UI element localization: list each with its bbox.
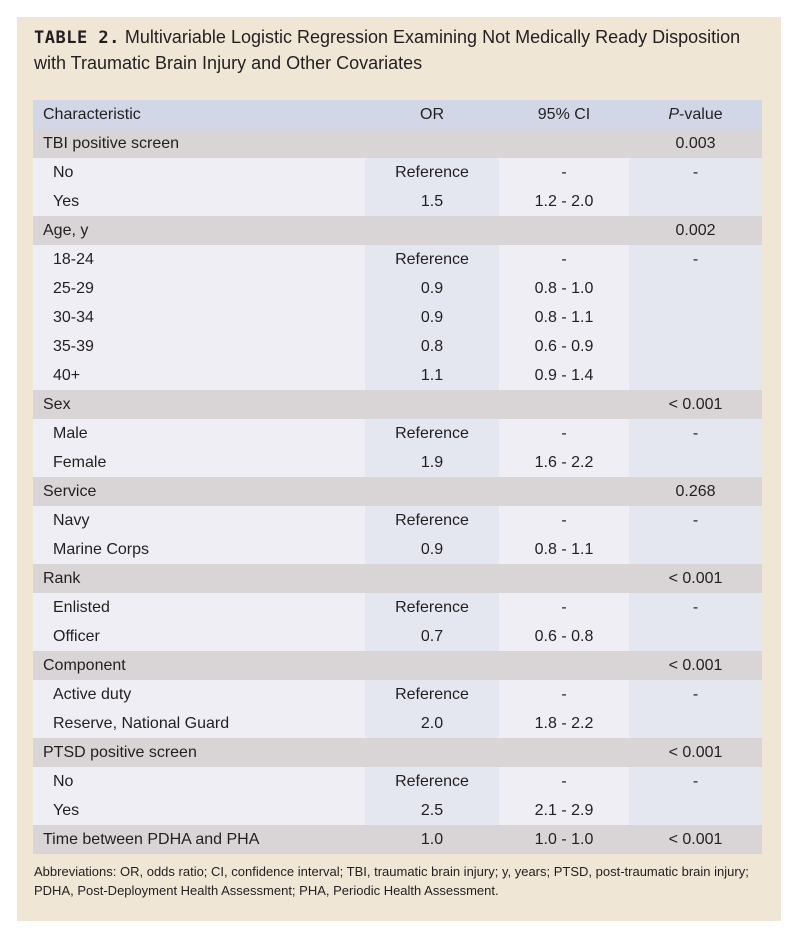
cell-p-value: 0.002 (629, 216, 762, 245)
table-title (34, 25, 774, 76)
cell-p-value: - (629, 419, 762, 448)
cell-or (365, 477, 499, 506)
cell-or: 0.9 (365, 535, 499, 564)
cell-p-value: - (629, 593, 762, 622)
subgroup-row (33, 506, 762, 535)
cell-ci: - (499, 593, 629, 622)
subgroup-row (33, 245, 762, 274)
regression-table (33, 100, 762, 854)
cell-p-value: < 0.001 (629, 564, 762, 593)
cell-or: Reference (365, 767, 499, 796)
cell-p-value: - (629, 680, 762, 709)
cell-ci (499, 390, 629, 419)
cell-or: 1.1 (365, 361, 499, 390)
cell-ci: 0.6 - 0.9 (499, 332, 629, 361)
cell-ci: - (499, 767, 629, 796)
cell-or: 0.9 (365, 274, 499, 303)
cell-ci: - (499, 158, 629, 187)
cell-or (365, 390, 499, 419)
cell-characteristic: Male (33, 419, 365, 448)
cell-characteristic: Enlisted (33, 593, 365, 622)
header-or: OR (365, 100, 499, 129)
cell-characteristic: Yes (33, 187, 365, 216)
cell-or: Reference (365, 593, 499, 622)
cell-or: Reference (365, 419, 499, 448)
subgroup-row (33, 622, 762, 651)
table-panel (17, 17, 781, 921)
subgroup-row (33, 448, 762, 477)
cell-or (365, 651, 499, 680)
cell-ci: - (499, 419, 629, 448)
subgroup-row (33, 303, 762, 332)
header-row (33, 100, 762, 129)
cell-p-value: < 0.001 (629, 651, 762, 680)
cell-or (365, 564, 499, 593)
group-row (33, 651, 762, 680)
cell-p-value: - (629, 506, 762, 535)
cell-or: 1.9 (365, 448, 499, 477)
table-footnote: Abbreviations: OR, odds ratio; CI, confidence interval; TBI, traumatic brain injury; y, years; PTSD, post-traumatic brain injury; PDHA, Post-Deployment Health Assessment; PHA, Periodic Health Assessment. (34, 864, 749, 898)
cell-ci: 0.8 - 1.1 (499, 535, 629, 564)
cell-ci: 0.8 - 1.1 (499, 303, 629, 332)
cell-ci: - (499, 680, 629, 709)
header-ci: 95% CI (499, 100, 629, 129)
cell-p-value (629, 622, 762, 651)
cell-ci: 1.8 - 2.2 (499, 709, 629, 738)
cell-ci: 1.2 - 2.0 (499, 187, 629, 216)
subgroup-row (33, 709, 762, 738)
subgroup-row (33, 535, 762, 564)
cell-ci: 1.6 - 2.2 (499, 448, 629, 477)
cell-p-value: < 0.001 (629, 390, 762, 419)
cell-or: 2.5 (365, 796, 499, 825)
cell-or: 1.5 (365, 187, 499, 216)
cell-ci (499, 564, 629, 593)
cell-characteristic: Yes (33, 796, 365, 825)
cell-characteristic: PTSD positive screen (33, 738, 365, 767)
subgroup-row (33, 187, 762, 216)
cell-or: 1.0 (365, 825, 499, 854)
subgroup-row (33, 593, 762, 622)
cell-characteristic: 40+ (33, 361, 365, 390)
cell-p-value (629, 274, 762, 303)
cell-characteristic: Component (33, 651, 365, 680)
cell-characteristic: Female (33, 448, 365, 477)
cell-characteristic: Rank (33, 564, 365, 593)
cell-p-value (629, 709, 762, 738)
header-p-value (629, 100, 762, 129)
covariate-row (33, 825, 762, 854)
cell-or: 0.8 (365, 332, 499, 361)
cell-or: Reference (365, 158, 499, 187)
cell-characteristic: Marine Corps (33, 535, 365, 564)
subgroup-row (33, 158, 762, 187)
table-title-text: Multivariable Logistic Regression Examining Not Medically Ready Disposition with Traumatic Brain Injury and Other Covariates (34, 27, 741, 73)
cell-ci (499, 738, 629, 767)
cell-ci (499, 129, 629, 158)
subgroup-row (33, 274, 762, 303)
subgroup-row (33, 419, 762, 448)
cell-p-value: 0.268 (629, 477, 762, 506)
cell-p-value: - (629, 158, 762, 187)
cell-p-value: < 0.001 (629, 825, 762, 854)
cell-characteristic: 25-29 (33, 274, 365, 303)
group-row (33, 738, 762, 767)
cell-or: 2.0 (365, 709, 499, 738)
cell-characteristic: 35-39 (33, 332, 365, 361)
cell-or: Reference (365, 680, 499, 709)
subgroup-row (33, 767, 762, 796)
cell-or (365, 129, 499, 158)
cell-characteristic: Navy (33, 506, 365, 535)
cell-characteristic: Time between PDHA and PHA (33, 825, 365, 854)
cell-or: Reference (365, 506, 499, 535)
cell-p-value: 0.003 (629, 129, 762, 158)
cell-characteristic: No (33, 767, 365, 796)
cell-characteristic: 18-24 (33, 245, 365, 274)
cell-or (365, 738, 499, 767)
cell-characteristic: Sex (33, 390, 365, 419)
subgroup-row (33, 796, 762, 825)
cell-p-value (629, 332, 762, 361)
cell-ci (499, 216, 629, 245)
subgroup-row (33, 332, 762, 361)
cell-p-value (629, 796, 762, 825)
cell-ci: 0.6 - 0.8 (499, 622, 629, 651)
cell-ci: 0.9 - 1.4 (499, 361, 629, 390)
cell-or: Reference (365, 245, 499, 274)
cell-characteristic: Reserve, National Guard (33, 709, 365, 738)
cell-ci: - (499, 506, 629, 535)
group-row (33, 477, 762, 506)
cell-ci: - (499, 245, 629, 274)
cell-p-value (629, 187, 762, 216)
cell-characteristic: 30-34 (33, 303, 365, 332)
table-label: TABLE 2. (34, 28, 120, 48)
cell-or: 0.7 (365, 622, 499, 651)
group-row (33, 216, 762, 245)
cell-p-value (629, 361, 762, 390)
cell-characteristic: No (33, 158, 365, 187)
cell-p-value (629, 448, 762, 477)
cell-p-value: - (629, 245, 762, 274)
cell-characteristic: Age, y (33, 216, 365, 245)
cell-ci: 0.8 - 1.0 (499, 274, 629, 303)
group-row (33, 390, 762, 419)
cell-p-value: - (629, 767, 762, 796)
subgroup-row (33, 361, 762, 390)
cell-characteristic: Active duty (33, 680, 365, 709)
group-row (33, 564, 762, 593)
header-p-italic: P (668, 105, 680, 123)
cell-p-value: < 0.001 (629, 738, 762, 767)
cell-p-value (629, 535, 762, 564)
cell-ci: 2.1 - 2.9 (499, 796, 629, 825)
cell-characteristic: Officer (33, 622, 365, 651)
header-p-rest: -value (679, 105, 723, 123)
cell-ci (499, 651, 629, 680)
cell-characteristic: TBI positive screen (33, 129, 365, 158)
cell-ci (499, 477, 629, 506)
cell-characteristic: Service (33, 477, 365, 506)
header-characteristic: Characteristic (33, 100, 365, 129)
subgroup-row (33, 680, 762, 709)
cell-or: 0.9 (365, 303, 499, 332)
cell-p-value (629, 303, 762, 332)
cell-or (365, 216, 499, 245)
cell-ci: 1.0 - 1.0 (499, 825, 629, 854)
group-row (33, 129, 762, 158)
